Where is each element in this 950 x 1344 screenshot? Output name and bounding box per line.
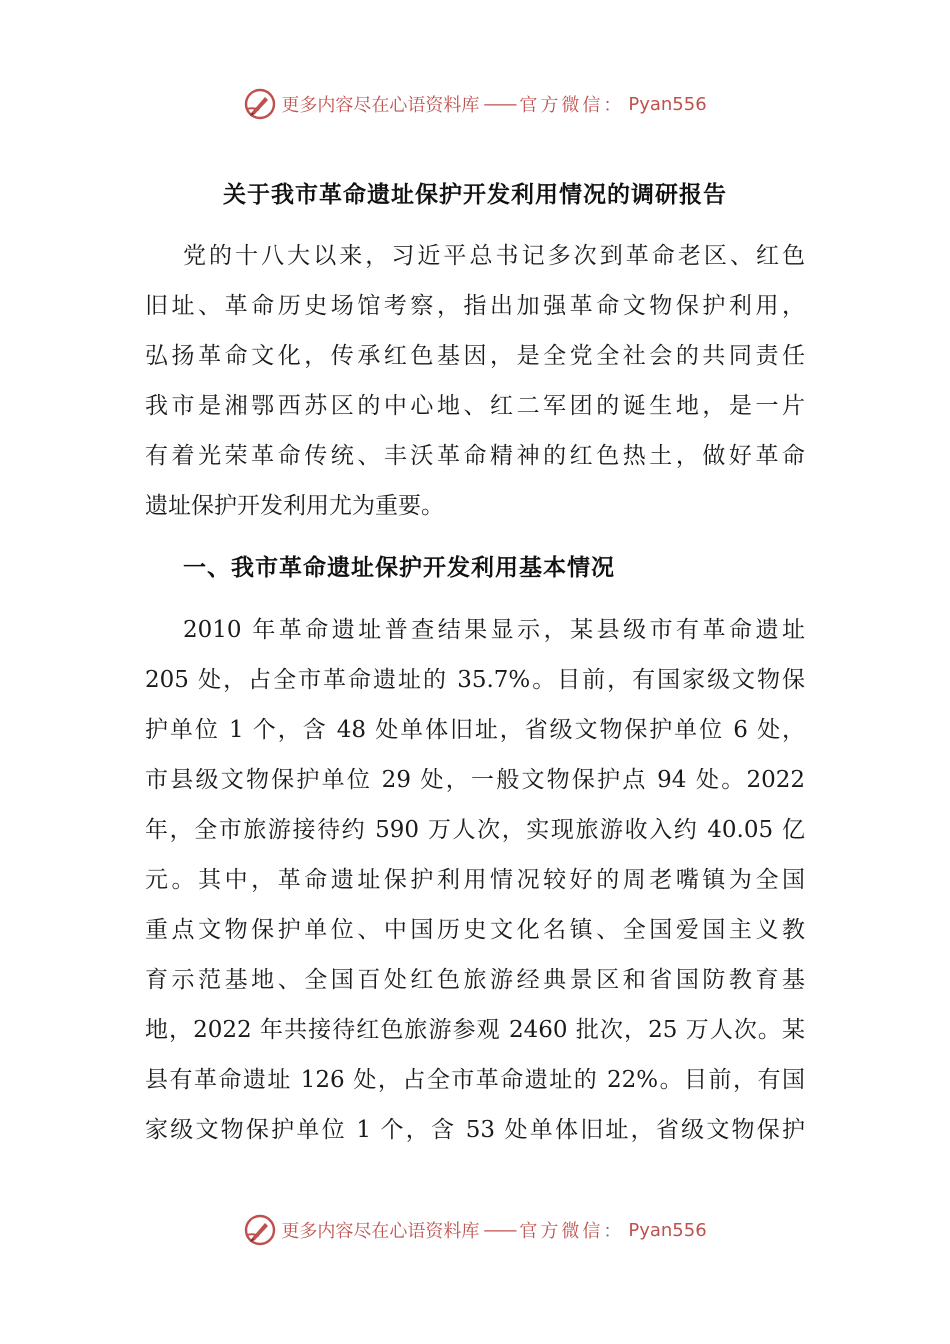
pen-circle-logo-icon bbox=[243, 87, 277, 121]
banner-main-text: 更多内容尽在心语资料库 bbox=[281, 95, 480, 116]
intro-line: 有着光荣革命传统、丰沃革命精神的红色热土，做好革命 bbox=[145, 443, 805, 469]
section-line: 护单位 1 个，含 48 处单体旧址，省级文物保护单位 6 处， bbox=[145, 717, 805, 743]
banner-dash: —— bbox=[483, 93, 516, 115]
intro-line: 遗址保护开发利用尤为重要。 bbox=[145, 493, 444, 519]
intro-line: 我市是湘鄂西苏区的中心地、红二军团的诞生地，是一片 bbox=[145, 393, 805, 419]
section-line: 育示范基地、全国百处红色旅游经典景区和省国防教育基 bbox=[145, 967, 805, 993]
banner-wechat-id: Pyan556 bbox=[628, 93, 707, 115]
banner-main-text: 更多内容尽在心语资料库 bbox=[281, 1221, 480, 1242]
section-line: 县有革命遗址 126 处，占全市革命遗址的 22%。目前，有国 bbox=[145, 1067, 805, 1093]
section-line: 年，全市旅游接待约 590 万人次，实现旅游收入约 40.05 亿 bbox=[145, 817, 805, 843]
header-watermark-banner bbox=[0, 84, 950, 124]
pen-circle-logo-icon bbox=[243, 1213, 277, 1247]
banner-wechat-id: Pyan556 bbox=[628, 1219, 707, 1241]
section-line: 重点文物保护单位、中国历史文化名镇、全国爱国主义教 bbox=[145, 917, 805, 943]
banner-wechat-label: 官方微信： bbox=[519, 1221, 625, 1242]
footer-watermark-banner bbox=[0, 1210, 950, 1250]
banner-dash: —— bbox=[483, 1219, 516, 1241]
section-line: 家级文物保护单位 1 个，含 53 处单体旧址，省级文物保护 bbox=[145, 1117, 805, 1143]
section-line: 205 处，占全市革命遗址的 35.7%。目前，有国家级文物保 bbox=[145, 667, 805, 693]
intro-line: 党的十八大以来，习近平总书记多次到革命老区、红色 bbox=[183, 243, 805, 269]
banner-wechat-label: 官方微信： bbox=[519, 95, 625, 116]
section-line: 市县级文物保护单位 29 处，一般文物保护点 94 处。2022 bbox=[145, 767, 805, 793]
section-line: 2010 年革命遗址普查结果显示，某县级市有革命遗址 bbox=[183, 617, 805, 643]
document-title: 关于我市革命遗址保护开发利用情况的调研报告 bbox=[223, 182, 727, 208]
intro-line: 旧址、革命历史场馆考察，指出加强革命文物保护利用， bbox=[145, 293, 805, 319]
section-line: 元。其中，革命遗址保护利用情况较好的周老嘴镇为全国 bbox=[145, 867, 805, 893]
section-line: 地，2022 年共接待红色旅游参观 2460 批次，25 万人次。某 bbox=[145, 1017, 805, 1043]
intro-line: 弘扬革命文化，传承红色基因，是全党全社会的共同责任 bbox=[145, 343, 805, 369]
section-heading: 一、我市革命遗址保护开发利用基本情况 bbox=[183, 555, 615, 581]
